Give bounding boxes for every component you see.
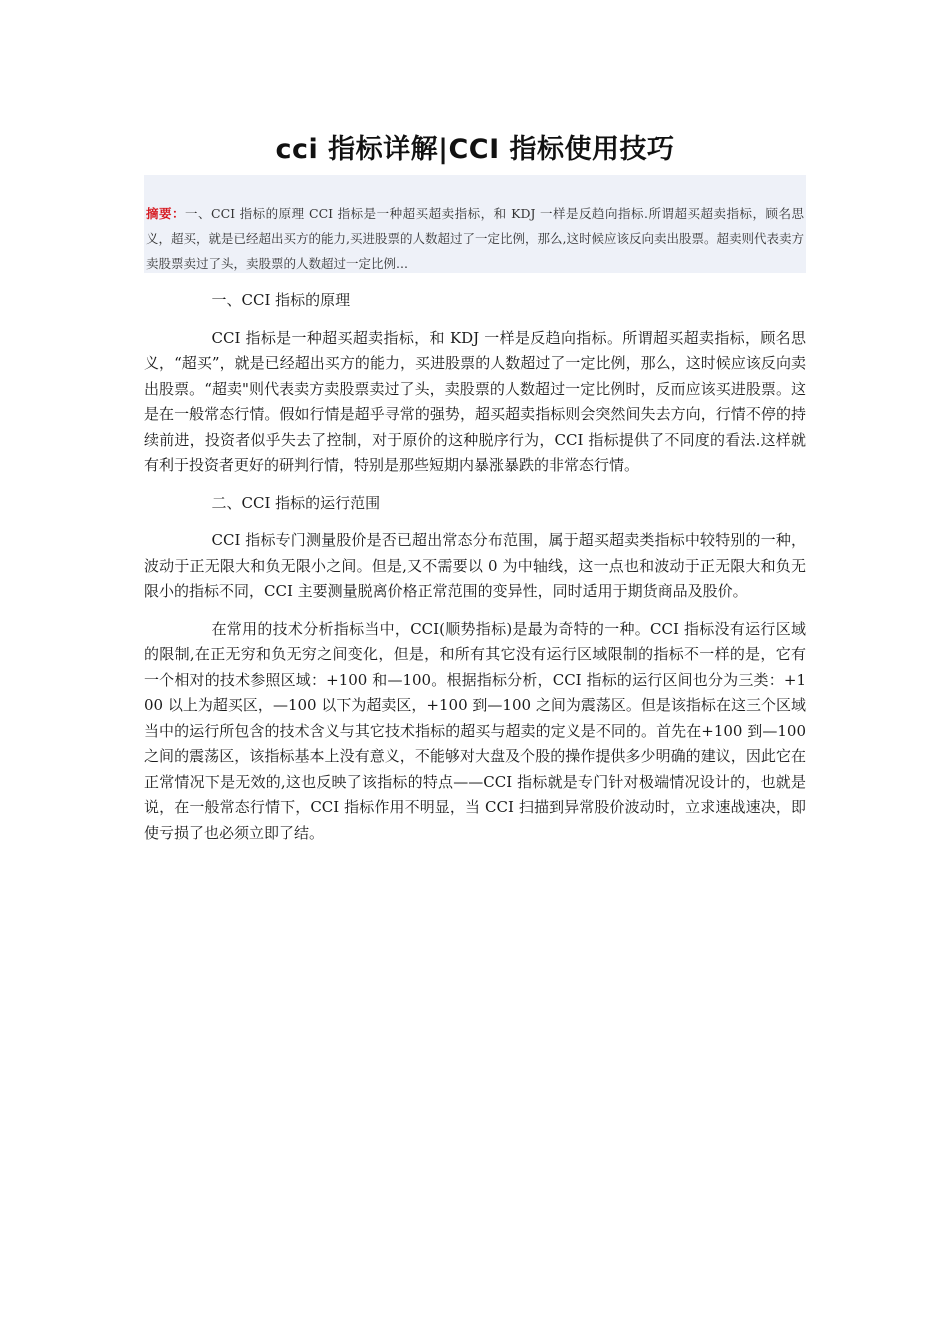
summary-label: 摘要： [146, 206, 186, 221]
section-heading: 二、CCI 指标的运行范围 [211, 493, 381, 512]
paragraph: CCI 指标是一种超买超卖指标，和 KDJ 一样是反趋向指标。所谓超买超卖指标，顾名思义，“超买”，就是已经超出买方的能力，买进股票的人数超过了一定比例，那么，这时候应该反向卖出股票。“超卖"则代表卖方卖股票卖过了头，卖股票的人数超过一定比例时，反而应该买进股票。这是在一般常态行情。假如行情是超乎寻常的强势，超买超卖指标则会突然间失去方向，行情不停的持续前进，投资者似乎失去了控制，对于原价的这种脱序行为，CCI 指标提供了不同度的看法.这样就有利于投资者更好的研判行情，特别是那些短期内暴涨暴跌的非常态行情。 [144, 328, 806, 474]
page-title: cci 指标详解|CCI 指标使用技巧 [275, 134, 675, 165]
paragraph: CCI 指标专门测量股价是否已超出常态分布范围，属于超买超卖类指标中较特别的一种，波动于正无限大和负无限小之间。但是,又不需要以 0 为中轴线，这一点也和波动于正无限大和负无限小的指标不同，CCI 主要测量脱离价格正常范围的变异性，同时适用于期货商品及股价。 [144, 531, 806, 600]
article-body [144, 288, 806, 858]
summary-box [144, 175, 806, 273]
section-heading: 一、CCI 指标的原理 [211, 291, 351, 309]
summary-text: 一、CCI 指标的原理 CCI 指标是一种超买超卖指标，和 KDJ 一样是反趋向指标.所谓超买超卖指标，顾名思义，超买，就是已经超出买方的能力,买进股票的人数超过了一定比例，那么,这时候应该反向卖出股票。超卖则代表卖方卖股票卖过了头，卖股票的人数超过一定比例... [146, 206, 804, 271]
paragraph: 在常用的技术分析指标当中，CCI(顺势指标)是最为奇特的一种。CCI 指标没有运行区域的限制,在正无穷和负无穷之间变化，但是，和所有其它没有运行区域限制的指标不一样的是，它有一个相对的技术参照区域：+100 和—100。根据指标分析，CCI 指标的运行区间也分为三类：+100 以上为超买区，—100 以下为超卖区，+100 到—100 之间为震荡区。但是该指标在这三个区域当中的运行所包含的技术含义与其它技术指标的超买与超卖的定义是不同的。首先在+100 到—100 之间的震荡区，该指标基本上没有意义，不能够对大盘及个股的操作提供多少明确的建议，因此它在正常情况下是无效的,这也反映了该指标的特点——CCI 指标就是专门针对极端情况设计的，也就是说，在一般常态行情下，CCI 指标作用不明显，当 CCI 扫描到异常股价波动时，立求速战速决，即使亏损了也必须立即了结。 [144, 619, 806, 842]
